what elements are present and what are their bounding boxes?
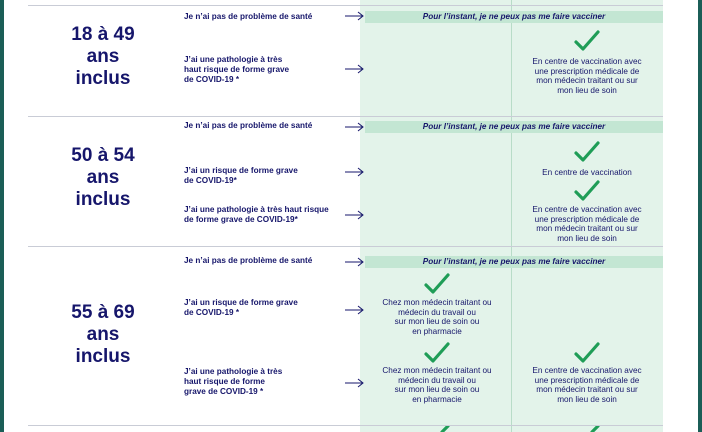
- checkmark-icon: [424, 273, 450, 295]
- condition-label: Je n’ai pas de problème de santé: [184, 256, 313, 265]
- arrow-right-icon: [345, 305, 365, 315]
- vaccination-location-note: En centre de vaccination avec une prescription médicale de mon médecin traitant ou sur mon lieu de soin: [532, 57, 642, 95]
- section-divider: [28, 116, 663, 117]
- arrow-right-icon: [345, 378, 365, 388]
- checkmark-icon: [580, 426, 600, 432]
- vaccination-location-note: Chez mon médecin traitant ou médecin du travail ou sur mon lieu de soin ou en pharmacie: [382, 366, 492, 404]
- vaccination-location-note: En centre de vaccination avec une prescription médicale de mon médecin traitant ou sur mon lieu de soin: [532, 205, 642, 243]
- arrow-right-icon: [345, 122, 365, 132]
- arrow-right-icon: [345, 257, 365, 267]
- checkmark-icon: [430, 426, 450, 432]
- column-separator: [511, 0, 512, 432]
- age-group-label: 55 à 69 ans inclus: [71, 302, 135, 367]
- condition-label: J’ai une pathologie à très haut risque de forme grave de COVID-19*: [184, 205, 329, 224]
- age-group-label: 18 à 49 ans inclus: [71, 24, 135, 89]
- arrow-right-icon: [345, 11, 365, 21]
- vaccination-location-note: En centre de vaccination avec une prescription médicale de mon médecin traitant ou sur mon lieu de soin: [532, 366, 642, 404]
- checkmark-icon: [574, 30, 600, 52]
- not-eligible-banner: Pour l’instant, je ne peux pas me faire vacciner: [365, 11, 663, 23]
- frame-border-right: [698, 0, 702, 432]
- condition-label: J’ai une pathologie à très haut risque de forme grave de COVID-19 *: [184, 367, 283, 396]
- condition-label: Je n’ai pas de problème de santé: [184, 121, 313, 130]
- vaccination-location-note: Chez mon médecin traitant ou médecin du travail ou sur mon lieu de soin ou en pharmacie: [382, 298, 492, 336]
- vaccination-location-note: En centre de vaccination: [542, 168, 632, 177]
- section-divider: [28, 246, 663, 247]
- not-eligible-banner: Pour l’instant, je ne peux pas me faire vacciner: [365, 256, 663, 268]
- frame-border-left: [0, 0, 4, 432]
- checkmark-icon: [574, 342, 600, 364]
- section-divider: [28, 5, 663, 6]
- arrow-right-icon: [345, 64, 365, 74]
- arrow-right-icon: [345, 167, 365, 177]
- not-eligible-banner: Pour l’instant, je ne peux pas me faire vacciner: [365, 121, 663, 133]
- condition-label: Je n’ai pas de problème de santé: [184, 12, 313, 21]
- arrow-right-icon: [345, 210, 365, 220]
- condition-label: J’ai une pathologie à très haut risque de forme grave de COVID-19 *: [184, 55, 290, 84]
- checkmark-icon: [424, 342, 450, 364]
- checkmark-icon: [574, 141, 600, 163]
- condition-label: J’ai un risque de forme grave de COVID-19 *: [184, 298, 298, 317]
- checkmark-icon: [574, 180, 600, 202]
- section-divider: [28, 425, 663, 426]
- condition-label: J’ai un risque de forme grave de COVID-19*: [184, 166, 298, 185]
- age-group-label: 50 à 54 ans inclus: [71, 145, 135, 210]
